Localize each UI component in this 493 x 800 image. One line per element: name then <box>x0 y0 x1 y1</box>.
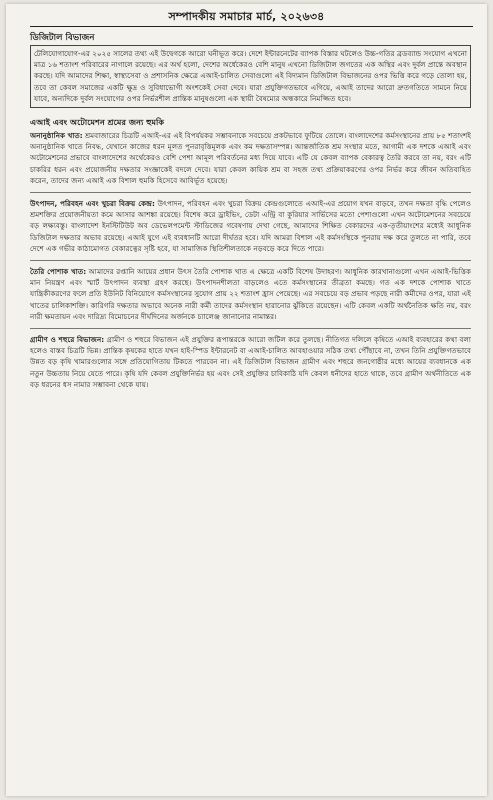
newspaper-page <box>6 4 487 796</box>
page-header: সম্পাদকীয় সমাচার মার্চ, ২০২৬৩৪ <box>168 10 325 23</box>
header-divider <box>30 26 473 27</box>
paragraph-garments <box>30 266 471 322</box>
paragraph-lead: তৈরি পোশাক খাত: <box>30 267 87 277</box>
paragraph-informal-sector <box>30 130 471 186</box>
article-body <box>30 30 471 396</box>
section-title: ডিজিটাল বিভাজন <box>30 33 95 43</box>
subsection-heading: এআই এবং অটোমেশন শ্রমের জন্য হুমকি <box>30 117 165 128</box>
paragraph-text: গ্রামীণ ও শহুরে বিভাজন এই প্রযুক্তির রূপান্তরকে আরো জটিল করে তুলছে। নীতিগত দলিলে কৃষিতে এআই ব্যবহারের কথা বলা হলেও বাস্তব চিত্রটি ভিন্ন। প্রান্তিক কৃষকের হাতে যখন হাই-স্পিড ইন্টারনেট বা এআই-চালিত আবহাওয়ার সঠিক তথ্য পৌঁছাবে না, তখন তিনি প্রযুক্তিগতভাবে উন্নত বড় কৃষি খামারগুলোর সঙ্গে প্রতিযোগিতায় টিকতে পারবেন না। এই ডিজিটাল বিভাজন গ্রামীণ এবং শহুরে জনগোষ্ঠীর মধ্যে আয়ের ব্যবধানকে এক নতুন উচ্চতায় নিয়ে যেতে পারে। কৃষি যদি কেবল প্রযুক্তিনির্ভর হয় এবং সেই প্রযুক্তির চাবিকাঠি যদি কেবল ধনীদের হাতে থাকে, তবে গ্রামীণ অর্থনীতিতে এক বড় ধরনের ধস নামার সম্ভাবনা থেকে যায়। <box>30 335 471 389</box>
paragraph-lead: অনানুষ্ঠানিক খাত: <box>30 131 83 141</box>
paragraph-lead: উৎপাদন, পরিবহন এবং খুচরা বিক্রয় কেন্দ্র: <box>30 199 155 209</box>
paragraph-text: আমাদের রপ্তানি আয়ের প্রধান উৎস তৈরি পোশাক খাত এ ক্ষেত্রে একটি বিশেষ উদাহরণ। আধুনিক কারখানাগুলো এখন এআই-ভিত্তিক মান নিয়ন্ত্রণ এবং স্মার্ট উৎপাদন ব্যবস্থা গ্রহণ করছে। উৎপাদনশীলতা বাড়লেও এতে কর্মসংস্থানের তীব্রতা কমছে। গত এক দশকে পোশাক খাতে যান্ত্রিকীকরণের ফলে প্রতি ইউনিট বিনিয়োগে কর্মসংস্থানের সুযোগ প্রায় ২২ শতাংশ হ্রাস পেয়েছে। এর সবচেয়ে বড় প্রভাব পড়ছে নারী কর্মীদের ওপর, যারা এই খাতের চালিকাশক্তি। কারিগরি দক্ষতার অভাবে অনেক নারী কর্মী তাদের কর্মসংস্থান হারানোর ঝুঁকিতে রয়েছেন। এটি কেবল একটি অর্থনৈতিক ক্ষতি নয়, বরং নারী ক্ষমতায়ন এবং দারিদ্র্য বিমোচনের দীর্ঘদিনের অর্জনকে চ্যালেঞ্জ জানানোর নামান্তর। <box>30 267 471 321</box>
intro-paragraph: টেলিযোগাযোগ-এর ২০২৫ সালের তথ্য এই উদ্বেগকে আরো ঘনীভূত করে। দেশে ইন্টারনেটের ব্যাপক বিস্তার ঘটলেও উচ্চ-গতির ব্রডব্যান্ড সংযোগ এখনো মাত্র ১৬ শতাংশ পরিবারের নাগালে রয়েছে। এর অর্থ হলো, দেশের অর্ধেকেরও বেশি মানুষ এখনো ডিজিটাল জগতের এক অস্থির এবং দুর্বল প্রান্তে অবস্থান করছে। যদি আমাদের শিক্ষা, স্বাস্থ্যসেবা ও প্রশাসনিক ক্ষেত্রে এআই-চালিত সেবাগুলো এই বিদ্যমান ডিজিটাল বিভাজনের ওপর ভিত্তি করে গড়ে তোলা হয়, তবে তা কেবল সমাজের একটি ক্ষুদ্র ও সুবিধাভোগী অংশকেই সেবা দেবে। যারা প্রযুক্তিগতভাবে এগিয়ে, এআই তাদের আরো দ্রুতগতিতে সামনে নিয়ে যাবে, অন্যদিকে দুর্বল সংযোগের ওপর নির্ভরশীল প্রান্তিক মানুষগুলো এক স্থায়ী বৈষম্যের অন্ধকারে নিমজ্জিত হবে। <box>34 49 467 103</box>
paragraph-lead: গ্রামীণ ও শহুরে বিভাজন: <box>30 335 105 345</box>
paragraph-production-transport <box>30 198 471 254</box>
divider <box>30 192 471 193</box>
divider <box>30 260 471 261</box>
paragraph-text: উৎপাদন, পরিবহন এবং খুচরা বিক্রয় কেন্দ্রগুলোতে এআই-এর প্রয়োগ যখন বাড়বে, তখন দক্ষতা বৃদ্ধি পেলেও শ্রমশক্তির প্রয়োজনীয়তা কমে আসার আশঙ্কা রয়েছে। বিশেষ করে ড্রাইভিং, ডেটা এন্ট্রি বা কুরিয়ার সার্ভিসের মতো পেশাগুলো এখন অটোমেশনের সবচেয়ে বড় লক্ষ্যবস্তু। বাংলাদেশ ইনস্টিটিউট অব ডেভেলপমেন্ট স্টাডিজের গবেষণায় দেখা গেছে, আমাদের শিক্ষিত বেকারদের এক-তৃতীয়াংশের মধ্যেই আধুনিক ডিজিটাল দক্ষতার অভাব রয়েছে। এআই যুগে এই ব্যবধানটি আরো দীর্ঘতর হবে। যদি আমরা বিশাল এই কর্মসংস্থিকে পুনরায় দক্ষ করে তুলতে না পারি, তবে দেশে এক গভীর কাঠামোগত বেকারত্বের সৃষ্টি হবে, যা সামাজিক স্থিতিশীলতাকে নড়বড়ে করে দিতে পারে। <box>30 199 471 253</box>
paragraph-rural-urban <box>30 334 471 390</box>
paragraph-text: শ্রমবাজারের চিত্রটি এআই-এর এই বিপর্যয়কর সম্ভাবনাকে সবচেয়ে প্রকটভাবে ফুটিয়ে তোলে। বাংলাদেশের কর্মসংস্থানের প্রায় ৮৫ শতাংশই অনানুষ্ঠানিক খাতে নিবদ্ধ, যেখানে কাজের ধরন মূলত পুনরাবৃত্তিমূলক এবং কম দক্ষতাসম্পন্ন। আন্তর্জাতিক শ্রম সংস্থার মতে, আগামী এক দশকে এআই এবং অটোমেশনের প্রভাবে বাংলাদেশের অর্থেকেরও বেশি পেশা আমূল পরিবর্তনের মধ্য দিয়ে যাবে। এটি যে কেবল ব্যাপক বেকারত্ব তৈরি করবে তা নয়, বরং এটি চাকরির ধরন এবং প্রয়োজনীয় দক্ষতার সংজ্ঞাকেই বদলে দেবে। যারা কেবল কায়িক শ্রম বা সহজ তথ্য প্রক্রিয়াকরণের ওপর নির্ভর করে জীবন অতিবাহিত করেন, তাদের জন্য এআই এক বিশাল হুমকি হিসেবে আবির্ভূত হয়েছে। <box>30 131 471 185</box>
intro-box <box>30 45 471 108</box>
divider <box>30 328 471 329</box>
